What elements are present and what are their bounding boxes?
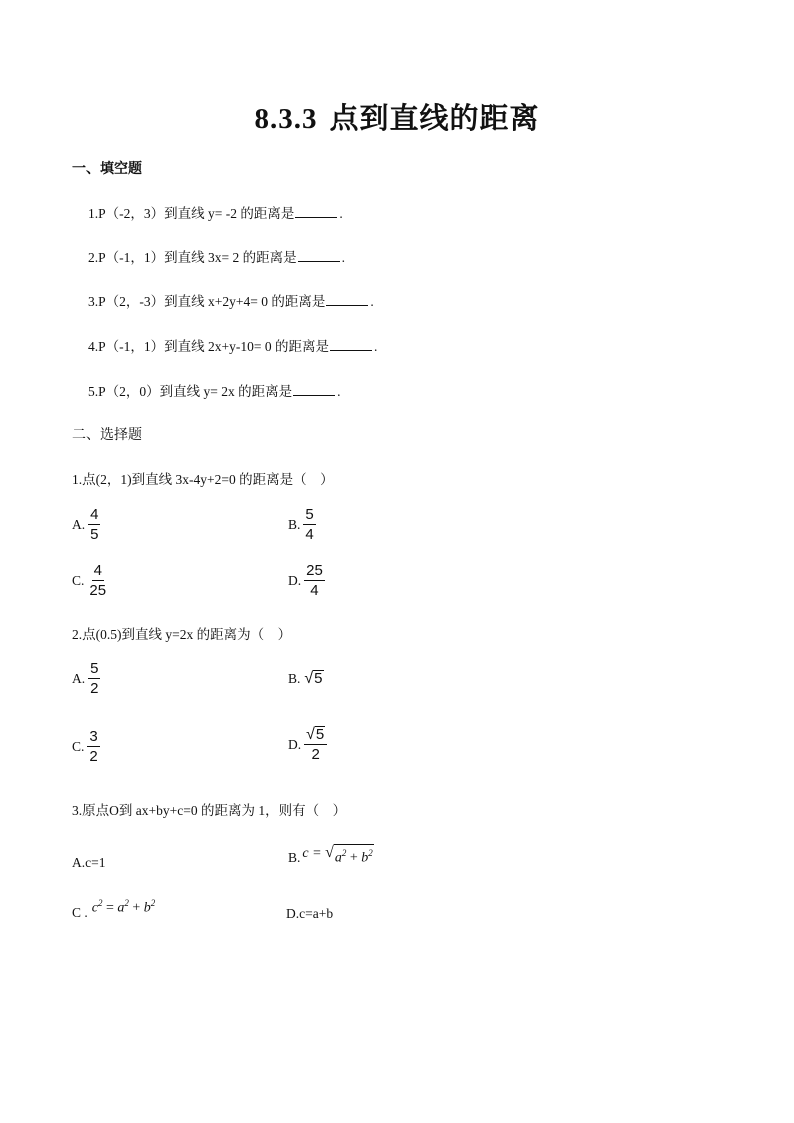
fill-item-end: . <box>337 384 341 399</box>
q2-option-d[interactable] <box>288 726 327 763</box>
option-label: C. <box>72 738 85 754</box>
title-number: 8.3.3 <box>254 103 318 135</box>
answer-blank[interactable] <box>293 383 335 396</box>
answer-blank[interactable] <box>326 293 368 306</box>
question-1-text: 1.点(2，1)到直线 3x-4y+2=0 的距离是（ ） <box>72 472 334 487</box>
option-label: D.c=a+b <box>286 906 334 921</box>
fraction: $\frac{25}{4}$ <box>306 562 323 599</box>
fill-item-end: . <box>373 339 378 354</box>
fill-item-3 <box>88 290 374 310</box>
title-text: 点到直线的距离 <box>329 103 540 135</box>
formula: c = √ $a^2 + b^2$ <box>302 844 373 866</box>
fraction: $\frac{3}{2}$ <box>89 728 98 765</box>
q3-option-d[interactable] <box>286 906 333 922</box>
option-label: A. <box>72 516 86 532</box>
fraction: √ 5 2 <box>304 726 327 763</box>
answer-blank[interactable] <box>295 205 337 218</box>
q3-option-a[interactable] <box>72 855 105 871</box>
fill-item-2 <box>88 246 345 266</box>
option-label: C . <box>72 904 88 920</box>
fraction: $\frac{5}{4}$ <box>305 506 314 543</box>
formula: $c^2 = a^2 + b^2$ <box>91 898 156 916</box>
fill-item-text: 2.P（-1，1）到直线 3x= 2 的距离是 <box>88 250 297 265</box>
fill-item-4 <box>88 335 377 355</box>
fraction: $\frac{4}{25}$ <box>89 562 107 599</box>
answer-blank[interactable] <box>298 249 340 262</box>
section-fill-in-blank: 一、填空题 <box>72 162 142 177</box>
q2-option-c[interactable] <box>72 728 100 765</box>
square-root: √ 5 <box>306 726 325 743</box>
q3-option-b[interactable] <box>288 844 374 867</box>
option-label: D. <box>288 572 302 588</box>
q1-option-d[interactable] <box>288 562 325 599</box>
fill-item-5 <box>88 380 341 400</box>
q1-option-c[interactable] <box>72 562 108 599</box>
q3-option-c[interactable] <box>72 898 156 922</box>
q2-option-a[interactable] <box>72 660 100 697</box>
fill-item-end: . <box>339 206 343 221</box>
option-label: D. <box>288 736 302 752</box>
answer-blank[interactable] <box>330 338 372 351</box>
q1-option-b[interactable] <box>288 506 316 543</box>
fraction: $\frac{4}{5}$ <box>90 506 99 543</box>
question-3-text: 3.原点O到 ax+by+c=0 的距离为 1，则有（ ） <box>72 803 347 818</box>
section-multiple-choice: 二、选择题 <box>72 428 142 443</box>
option-label: A. <box>72 670 86 686</box>
square-root: √ $a^2 + b^2$ <box>325 844 373 866</box>
q2-option-b[interactable] <box>288 670 324 687</box>
fill-item-text: 1.P（-2，3）到直线 y= -2 的距离是 <box>88 206 295 221</box>
option-label: A.c=1 <box>72 855 106 870</box>
fill-item-text: 4.P（-1，1）到直线 2x+y-10= 0 的距离是 <box>88 339 329 354</box>
fraction: $\frac{5}{2}$ <box>90 660 99 697</box>
q1-option-a[interactable] <box>72 506 100 543</box>
option-label: C. <box>72 572 85 588</box>
fill-item-text: 5.P（2，0）到直线 y= 2x 的距离是 <box>88 384 293 399</box>
fill-item-text: 3.P（2，-3）到直线 x+2y+4= 0 的距离是 <box>88 294 326 309</box>
fill-item-1 <box>88 202 343 222</box>
fill-item-end: . <box>370 294 374 309</box>
fill-item-end: . <box>341 250 345 265</box>
square-root: √ 5 <box>304 670 323 687</box>
option-label: B. <box>288 849 301 865</box>
option-label: B. <box>288 516 301 532</box>
page-title <box>0 96 794 137</box>
option-label: B. <box>288 670 301 686</box>
question-2-text: 2.点(0.5)到直线 y=2x 的距离为（ ） <box>72 627 292 642</box>
